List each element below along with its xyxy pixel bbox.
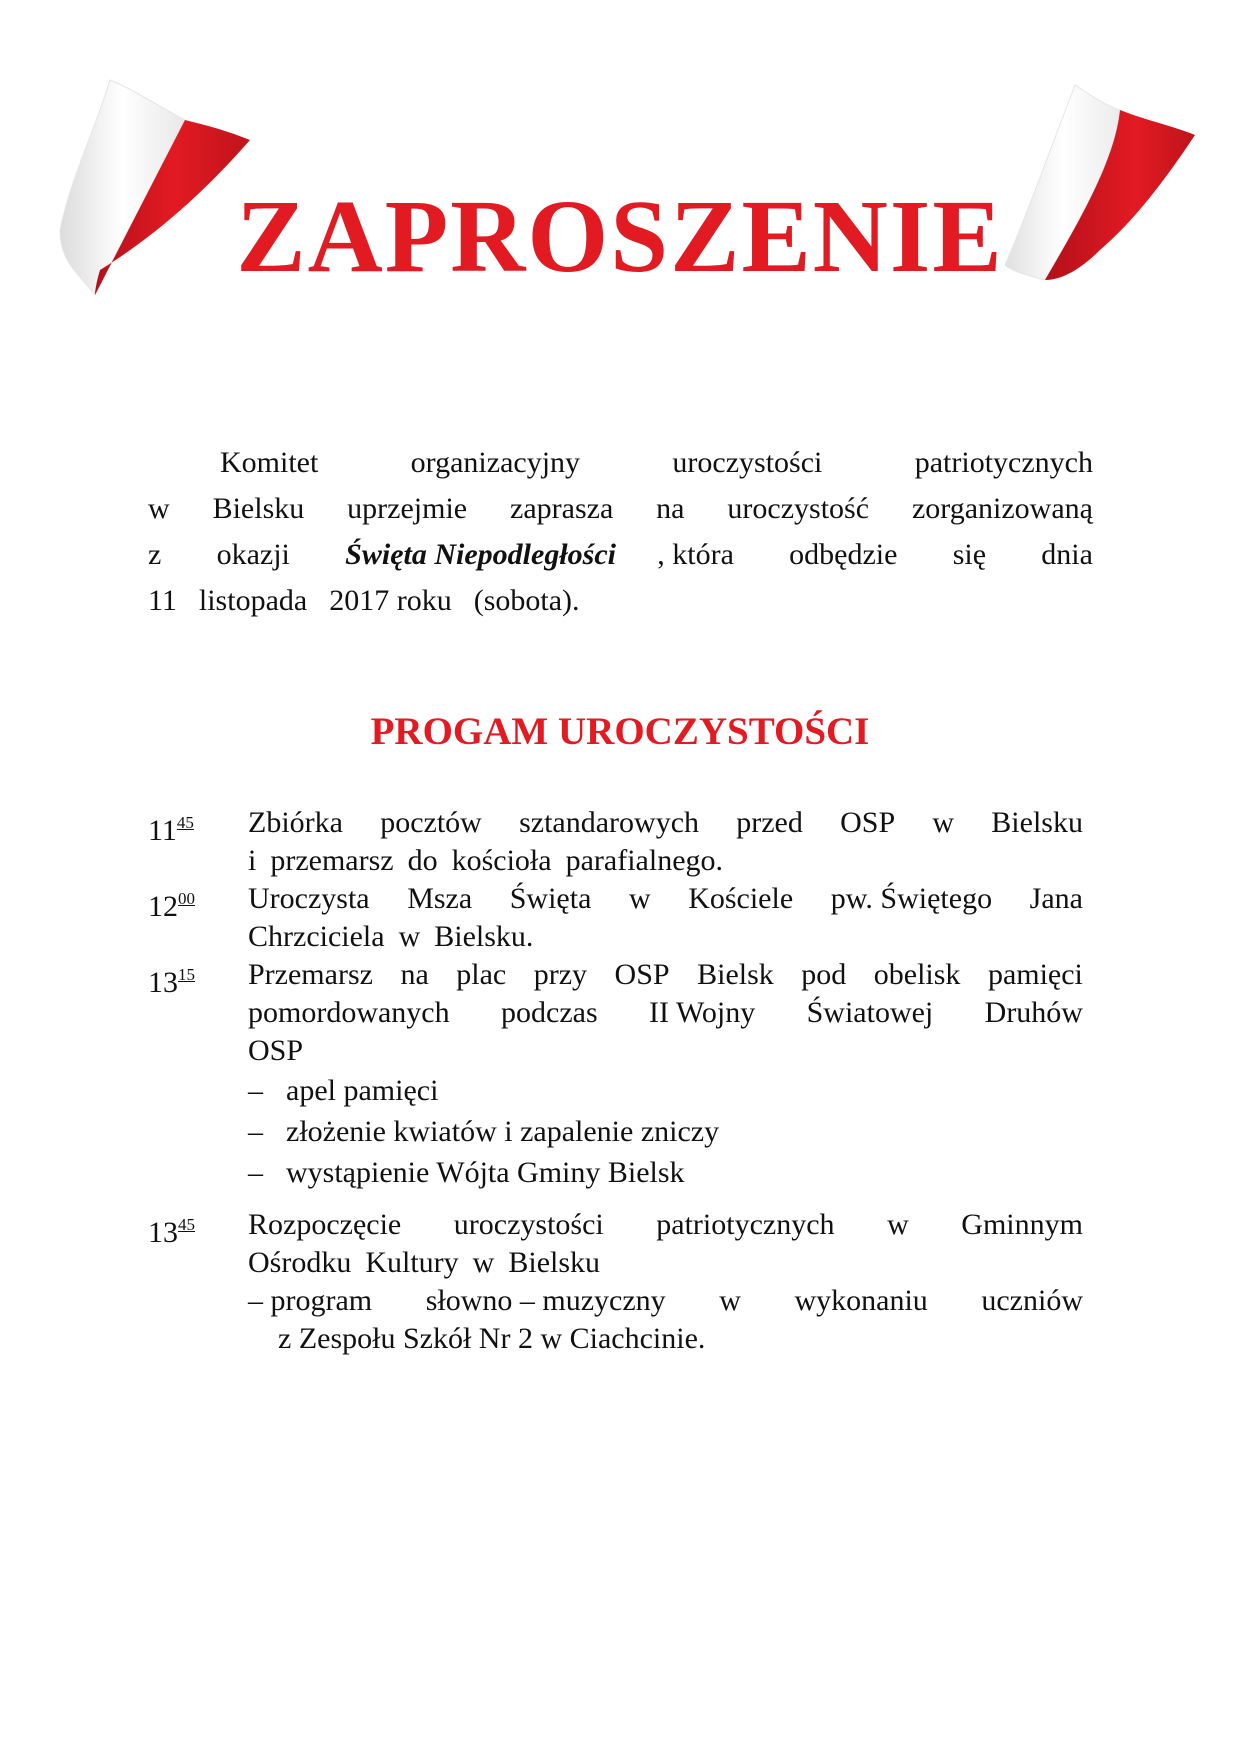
desc-line [248,994,1083,1032]
word: przy [533,958,588,991]
word: w [932,806,955,839]
word: na [400,958,429,991]
bullet-item [248,1152,1083,1193]
program-time [148,956,238,1002]
bullet-dash: – [248,1074,263,1107]
word: Uroczysta [248,882,370,915]
word: obelisk [873,958,961,991]
program-time [148,1206,238,1252]
bullet-dash: – [248,1115,263,1148]
word: listopada [198,584,308,617]
bullet-item [248,1070,1083,1111]
holiday-name: Święta Niepodległości [345,538,616,571]
word: uroczystość [727,492,870,525]
word: Kościele [688,882,794,915]
program-description [248,880,1083,956]
word: z [148,538,162,571]
word: pw. Świętego [830,882,993,915]
word: odbędzie [789,538,898,571]
desc-line [248,1206,1083,1244]
word: , która [657,538,734,571]
word: Jana [1029,882,1083,915]
word: i [248,844,257,877]
desc-line [248,1032,1083,1070]
word: dnia [1041,538,1093,571]
program-time [148,880,238,926]
word: okazji [216,538,290,571]
time-minutes: 45 [176,813,194,832]
word: Chrzciciela [248,920,385,953]
bullet-text: złożenie kwiatów i zapalenie zniczy [286,1115,720,1148]
word: z Zespołu Szkół Nr 2 w Ciachcinie. [278,1322,706,1355]
word: zorganizowaną [911,492,1093,525]
word: OSP [840,806,896,839]
word: plac [456,958,507,991]
word: Druhów [984,996,1083,1029]
word: Komitet [220,446,319,479]
word: sztandarowych [519,806,700,839]
word: w [398,920,421,953]
desc-line [248,956,1083,994]
word: Przemarsz [248,958,373,991]
word: OSP [248,1034,304,1067]
word: do [407,844,438,877]
word: (sobota). [473,584,580,617]
word: Ośrodku [248,1246,352,1279]
word: Rozpoczęcie [248,1208,402,1241]
time-minutes: 00 [178,889,195,908]
word: słowno – muzyczny [425,1284,666,1317]
word: pomordowanych [248,996,450,1029]
word: Święta [509,882,592,915]
program-description [248,1206,1083,1358]
time-hour: 11 [148,814,177,847]
desc-line [248,1282,1083,1320]
program-description [248,804,1083,880]
word: pocztów [380,806,482,839]
intro-line [148,532,1093,578]
intro-line [148,578,1093,624]
word: kościoła [451,844,552,877]
word: w [628,882,651,915]
word: uroczystości [672,446,823,479]
intro-line [148,440,1093,486]
word: II Wojny [649,996,756,1029]
desc-line [248,1320,1083,1358]
word: Bielsku [212,492,305,525]
word: uczniów [981,1284,1083,1317]
word: w [719,1284,741,1317]
word: podczas [501,996,598,1029]
word: Bielsku [508,1246,601,1279]
word: parafialnego. [565,844,724,877]
time-hour: 13 [148,1216,178,1249]
program-description [248,956,1083,1193]
word: 2017 roku [329,584,452,617]
word: Gminnym [961,1208,1083,1241]
word: patriotycznych [656,1208,835,1241]
intro-paragraph [148,440,1093,624]
desc-line [248,1244,1083,1282]
word: OSP [614,958,670,991]
program-heading: PROGAM UROCZYSTOŚCI [370,710,870,753]
word: Bielsk [697,958,774,991]
time-hour: 13 [148,966,178,999]
word: pod [801,958,847,991]
desc-line [248,842,1083,880]
word: patriotycznych [914,446,1093,479]
time-hour: 12 [148,890,178,923]
word: organizacyjny [410,446,581,479]
word: uroczystości [453,1208,604,1241]
time-minutes: 45 [178,1215,195,1234]
bullet-dash: – [248,1156,263,1189]
word: w [472,1246,495,1279]
word: – program [248,1284,373,1317]
word: się [952,538,987,571]
word: przemarsz [270,844,394,877]
desc-line [248,804,1083,842]
desc-line [248,880,1083,918]
word: w [148,492,170,525]
word: Światowej [806,996,934,1029]
word: wykonaniu [794,1284,928,1317]
word: Bielsku [991,806,1083,839]
bullet-item [248,1111,1083,1152]
program-time [148,804,238,850]
word: Msza [407,882,473,915]
word: przed [736,806,803,839]
bullet-text: apel pamięci [286,1074,439,1107]
intro-line [148,486,1093,532]
word: na [656,492,685,525]
word: uprzejmie [347,492,468,525]
desc-line [248,918,1083,956]
word: w [887,1208,909,1241]
word: Kultury [365,1246,459,1279]
word: pamięci [987,958,1083,991]
invitation-title: ZAPROSZENIE [236,179,1004,294]
word: Zbiórka [248,806,343,839]
word: Bielsku. [434,920,534,953]
word: zaprasza [510,492,614,525]
word: 11 [148,584,177,617]
bullet-text: wystąpienie Wójta Gminy Bielsk [286,1156,685,1189]
time-minutes: 15 [178,965,195,984]
